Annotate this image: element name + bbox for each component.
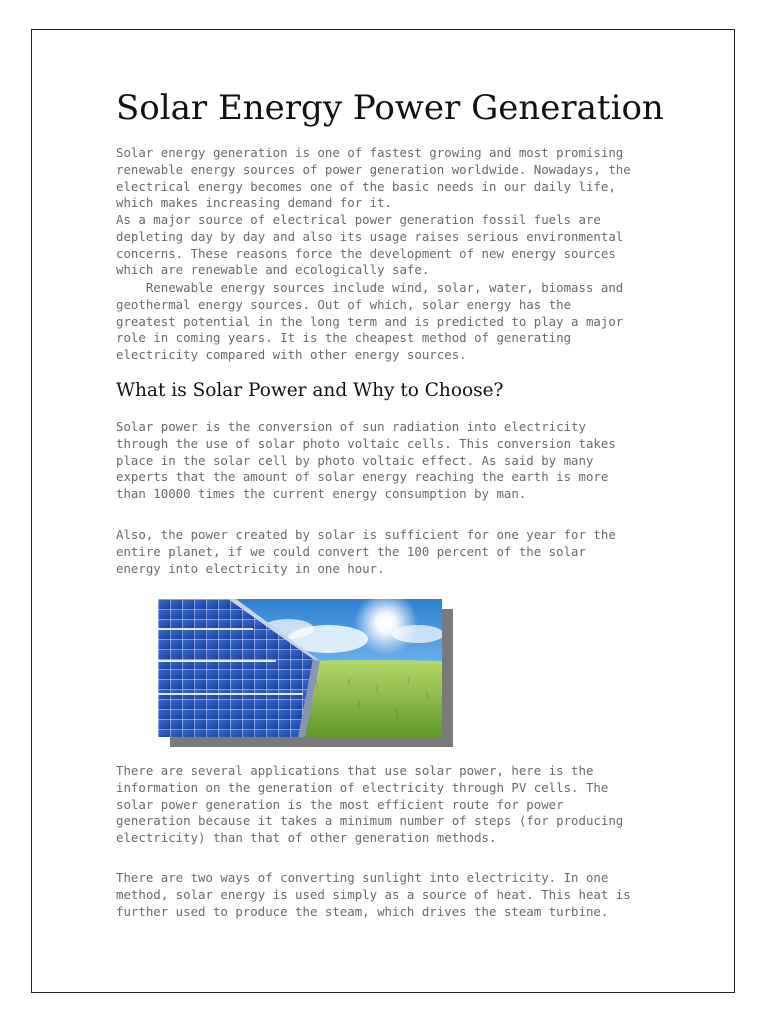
solar-panel-field-photo bbox=[158, 599, 442, 737]
intro-paragraph-3: Renewable energy sources include wind, solar, water, biomass and geothermal energy sources. Out of which, solar energy has the greatest potential in the long term and is predicted to play a major role in coming years. It is the cheapest method of generating electricity compared with other energy sources. bbox=[116, 280, 624, 363]
intro-paragraph-1: Solar energy generation is one of fastest growing and most promising renewable energy sources of power generation worldwide. Nowadays, the electrical energy becomes one of the basic needs in our daily life, which makes increasing demand for it. bbox=[116, 145, 631, 211]
section-paragraph-4: There are two ways of converting sunlight into electricity. In one method, solar energy is used simply as a source of heat. This heat is further used to produce the steam, which drives the steam turbine. bbox=[116, 870, 631, 919]
section-heading: What is Solar Power and Why to Choose? bbox=[116, 380, 504, 401]
solar-panel-figure bbox=[158, 599, 453, 747]
intro-paragraph-2: As a major source of electrical power generation fossil fuels are depleting day by day and also its usage raises serious environmental concerns. These reasons force the development of new energy sources which are renewable and ecologically safe. bbox=[116, 212, 624, 278]
section-paragraph-2: Also, the power created by solar is sufficient for one year for the entire planet, if we could convert the 100 percent of the solar energy into electricity in one hour. bbox=[116, 527, 616, 576]
section-paragraph-3: There are several applications that use solar power, here is the information on the generation of electricity through PV cells. The solar power generation is the most efficient route for power generation because it takes a minimum number of steps (for producing electricity) than that of other generation methods. bbox=[116, 763, 624, 846]
section-paragraph-1: Solar power is the conversion of sun radiation into electricity through the use of solar photo voltaic cells. This conversion takes place in the solar cell by photo voltaic effect. As said by many experts that the amount of solar energy reaching the earth is more than 10000 times the current energy consumption by man. bbox=[116, 419, 616, 502]
page-title: Solar Energy Power Generation bbox=[116, 88, 664, 128]
